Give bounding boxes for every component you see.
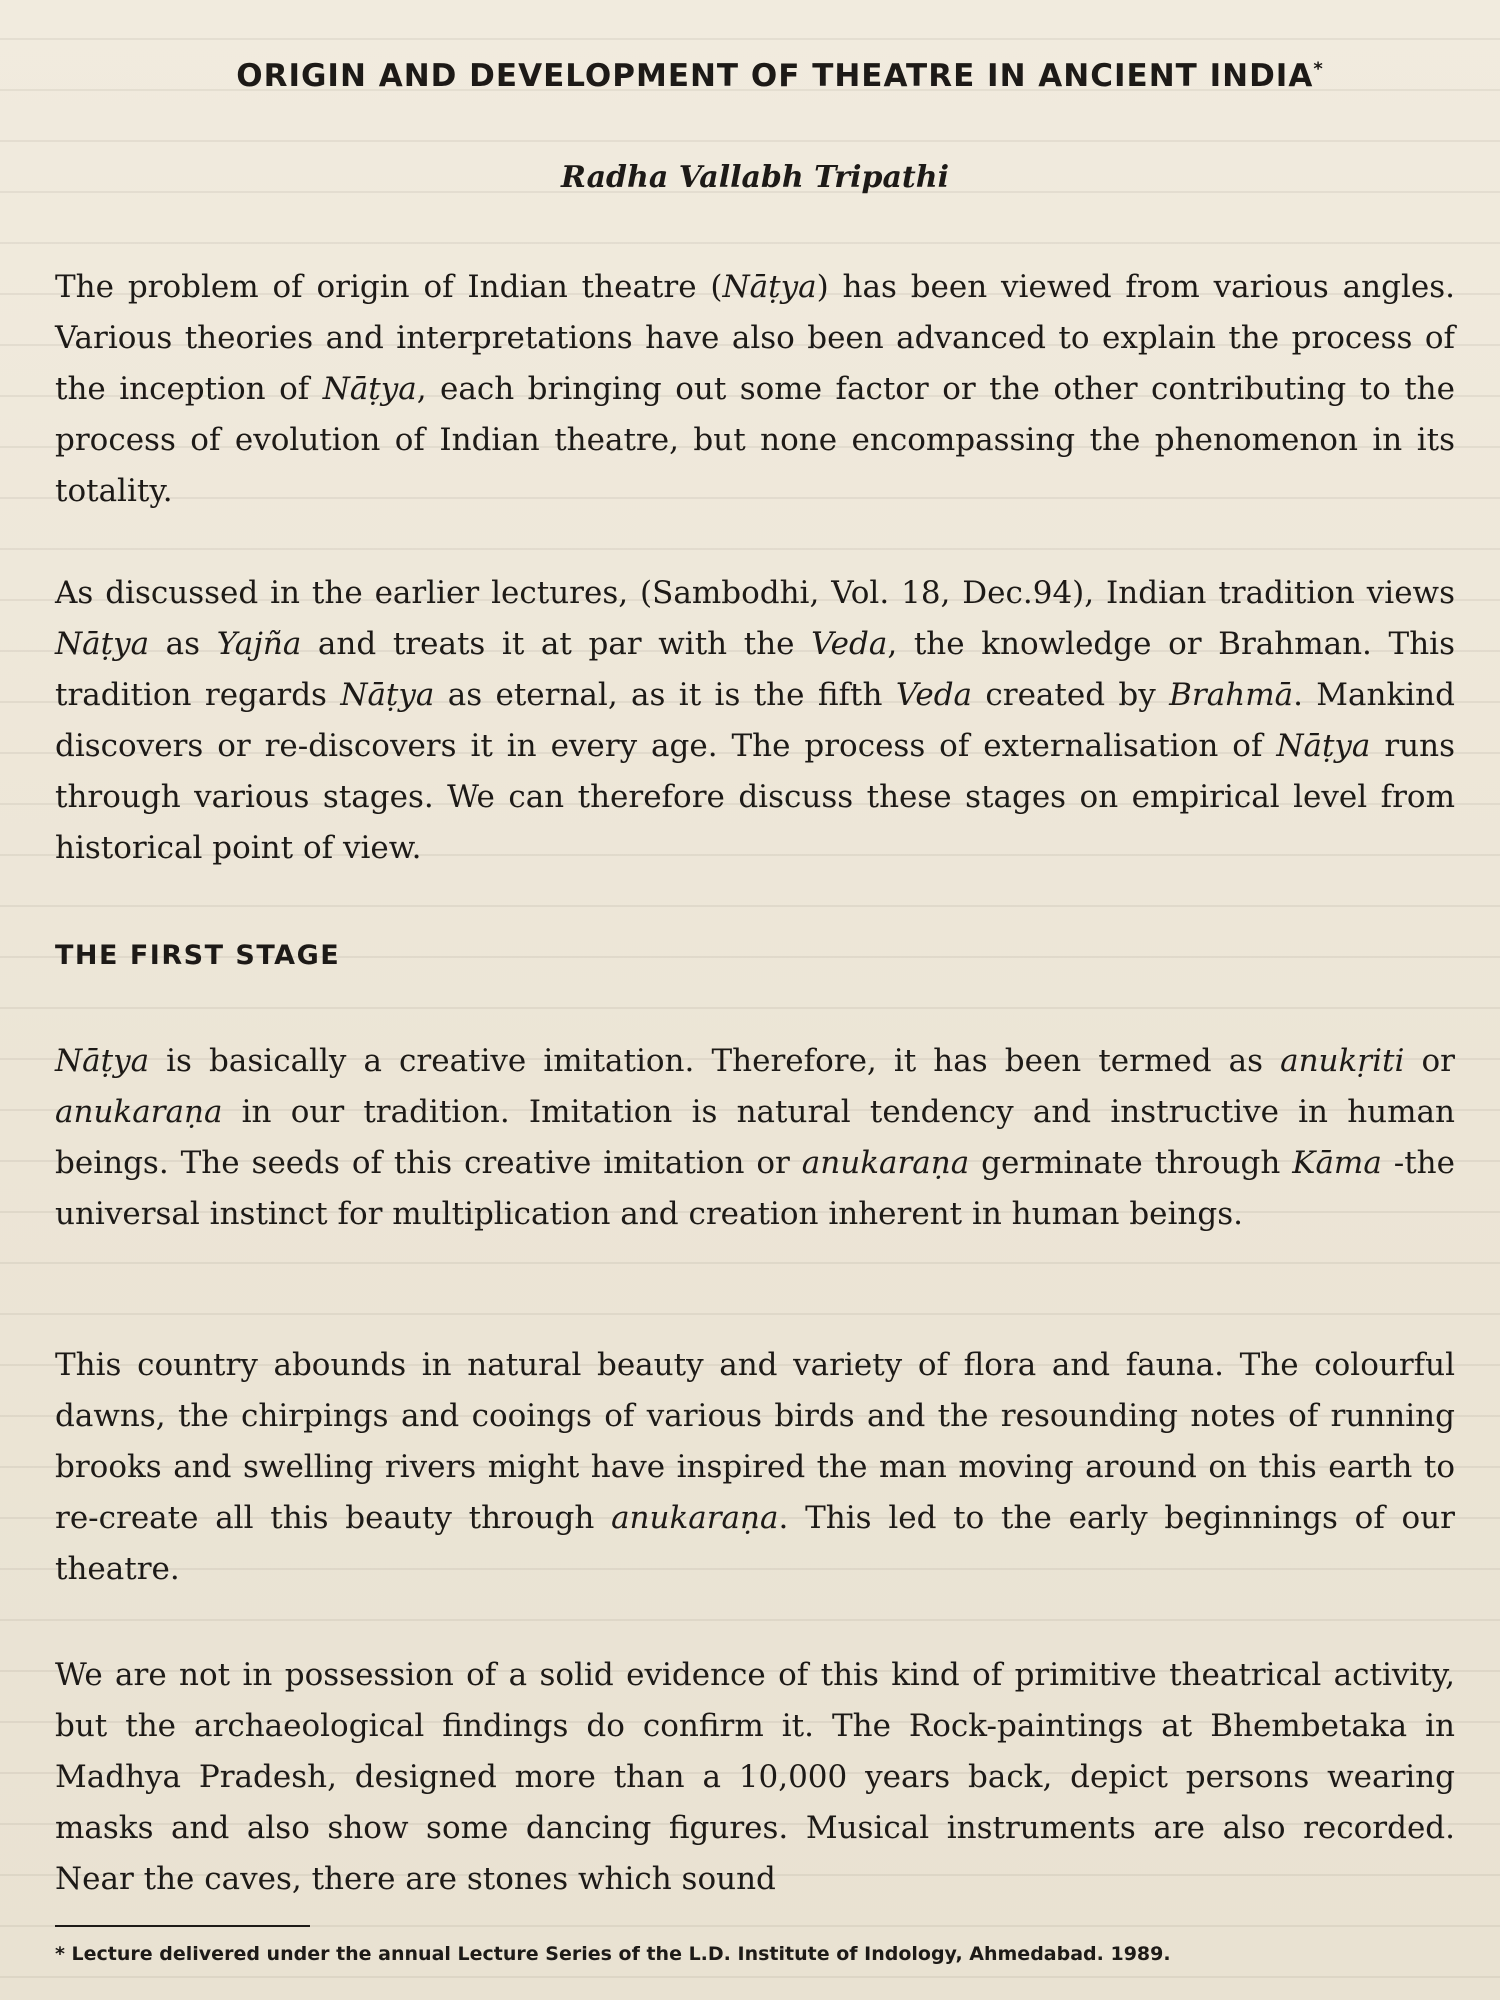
- footnote: * Lecture delivered under the annual Lecture Series of the L.D. Institute of Indology, Ahmedabad. 1989.: [55, 1943, 1171, 1965]
- article-title-text: ORIGIN AND DEVELOPMENT OF THEATRE IN ANCIENT INDIA: [236, 58, 1314, 94]
- paragraph-1: The problem of origin of Indian theatre (Nāṭya) has been viewed from various angles. Various theories and interpretations have also been advanced to explain the process of the inception of Nāṭya, each bringing out some factor or the other contributing to the process of evolution of Indian theatre, but none encompassing the phenomenon in its totality.: [55, 269, 1455, 509]
- footnote-divider: [55, 1925, 310, 1927]
- title-footnote-mark: *: [1313, 58, 1324, 80]
- paragraph-5: We are not in possession of a solid evidence of this kind of primitive theatrical activity, but the archaeological findings do confirm it. The Rock-paintings at Bhembetaka in Madhya Pradesh, designed more than a 10,000 years back, depict persons wearing masks and also show some dancing figures. Musical instruments are also recorded. Near the caves, there are stones which sound: [55, 1657, 1455, 1897]
- paragraph-3: Nāṭya is basically a creative imitation. Therefore, it has been termed as anukṛiti or anukaraṇa in our tradition. Imitation is natural tendency and instructive in human beings. The seeds of this creative imitation or anukaraṇa germinate through Kāma -the universal instinct for multiplication and creation inherent in human beings.: [55, 1043, 1455, 1232]
- author-name: Radha Vallabh Tripathi: [561, 160, 949, 195]
- article-title: [95, 58, 1465, 94]
- paragraph-2: As discussed in the earlier lectures, (Sambodhi, Vol. 18, Dec.94), Indian tradition views Nāṭya as Yajña and treats it at par with the Veda, the knowledge or Brahman. This tradition regards Nāṭya as eternal, as it is the fifth Veda created by Brahmā. Mankind discovers or re-discovers it in every age. The process of externalisation of Nāṭya runs through various stages. We can therefore discuss these stages on empirical level from historical point of view.: [55, 575, 1455, 866]
- section-heading: THE FIRST STAGE: [55, 940, 341, 971]
- paragraph-4: This country abounds in natural beauty and variety of flora and fauna. The colourful dawns, the chirpings and cooings of various birds and the resounding notes of running brooks and swelling rivers might have inspired the man moving around on this earth to re-create all this beauty through anukaraṇa. This led to the early beginnings of our theatre.: [55, 1347, 1455, 1587]
